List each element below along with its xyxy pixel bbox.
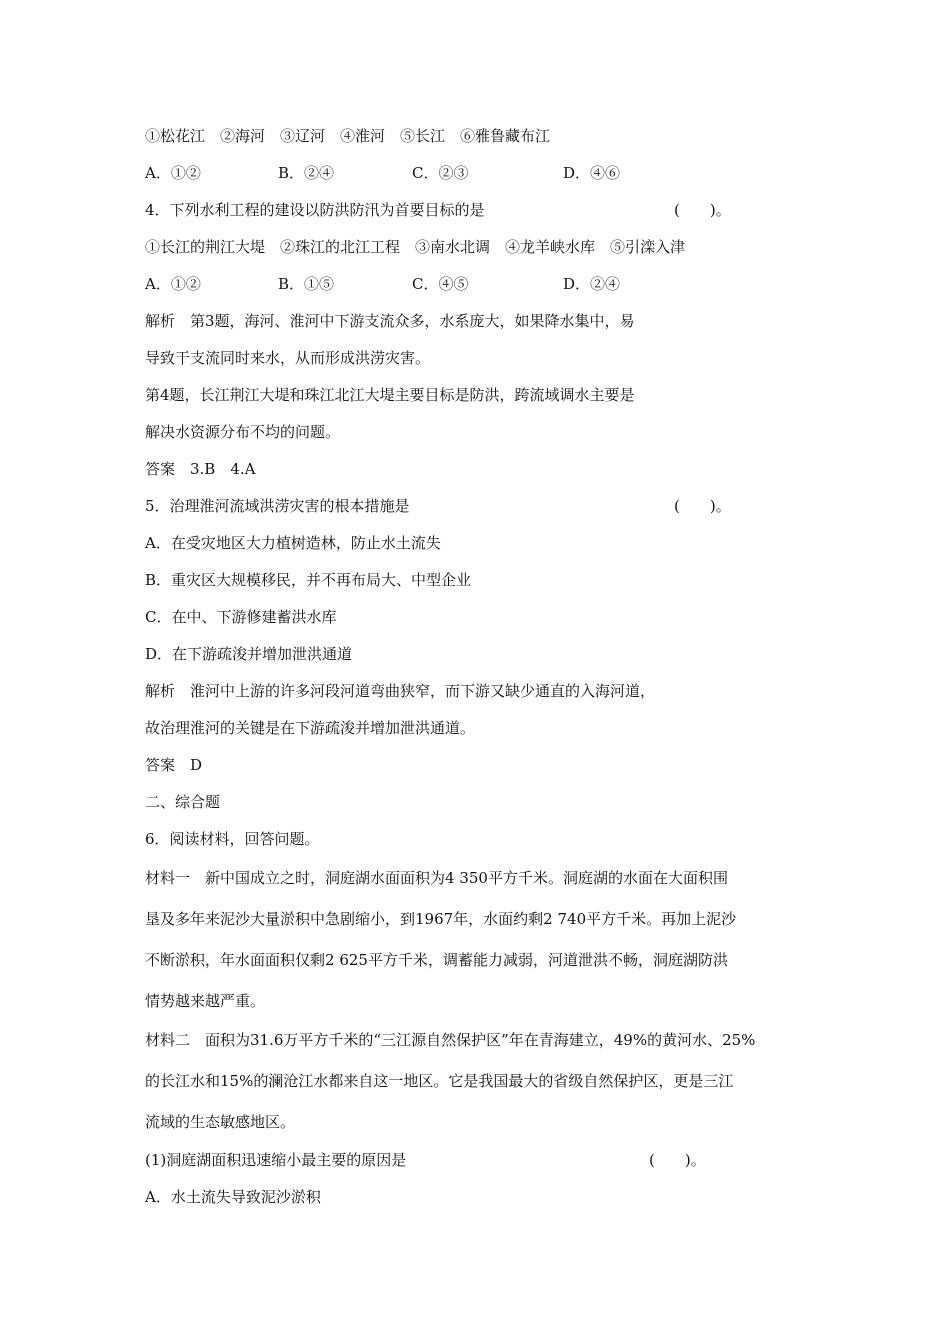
- analysis34-line4: 解决水资源分布不均的问题。: [145, 423, 341, 441]
- material1-line4: 情势越来越严重。: [145, 992, 266, 1010]
- q5-option-c: C．在中、下游修建蓄洪水库: [145, 608, 337, 626]
- q3-option-c: C．②③: [412, 164, 469, 182]
- q6-sub1-answer-paren: ( )。: [649, 1151, 706, 1169]
- material2-line2: 的长江水和15%的澜沧江水都来自这一地区。它是我国最大的省级自然保护区，更是三江: [145, 1072, 734, 1090]
- material1-line3: 不断淤积，年水面面积仅剩2 625平方千米，调蓄能力减弱，河道泄洪不畅，洞庭湖防洪: [145, 951, 728, 969]
- q5-answer-paren: ( )。: [674, 497, 731, 515]
- material2-line3: 流域的生态敏感地区。: [145, 1113, 296, 1131]
- q3-option-a: A．①②: [145, 164, 201, 182]
- material2-line1: 材料二 面积为31.6万平方千米的“三江源自然保护区”年在青海建立，49%的黄河水、25%: [145, 1031, 756, 1049]
- analysis34-line3: 第4题，长江荆江大堤和珠江北江大堤主要目标是防洪，跨流域调水主要是: [145, 386, 635, 404]
- material1-line2: 垦及多年来泥沙大量淤积中急剧缩小，到1967年，水面约剩2 740平方千米。再加上泥沙: [145, 910, 737, 928]
- q4-option-b: B．①⑤: [278, 275, 335, 293]
- answer5: 答案 D: [145, 756, 203, 774]
- section-heading: 二、综合题: [145, 793, 221, 811]
- q3-option-b: B．②④: [278, 164, 335, 182]
- material1-line1: 材料一 新中国成立之时，洞庭湖水面面积为4 350平方千米。洞庭湖的水面在大面积围: [145, 869, 728, 887]
- q4-items: ①长江的荆江大堤 ②珠江的北江工程 ③南水北调 ④龙羊峡水库 ⑤引滦入津: [145, 238, 686, 256]
- q4-stem: 4．下列水利工程的建设以防洪防汛为首要目标的是: [145, 201, 485, 219]
- q4-option-d: D．②④: [563, 275, 621, 293]
- analysis5-line2: 故治理淮河的关键是在下游疏浚并增加泄洪通道。: [145, 719, 476, 737]
- analysis5-line1: 解析 淮河中上游的许多河段河道弯曲狭窄，而下游又缺少通直的入海河道，: [145, 682, 656, 700]
- q6-sub1-option-a: A．水土流失导致泥沙淤积: [145, 1188, 321, 1206]
- q4-option-a: A．①②: [145, 275, 201, 293]
- answer34: 答案 3.B 4.A: [145, 460, 256, 478]
- analysis34-line2: 导致干支流同时来水，从而形成洪涝灾害。: [145, 349, 431, 367]
- q3-option-d: D．④⑥: [563, 164, 621, 182]
- q5-option-d: D．在下游疏浚并增加泄洪通道: [145, 645, 353, 663]
- q5-stem: 5．治理淮河流域洪涝灾害的根本措施是: [145, 497, 410, 515]
- analysis34-line1: 解析 第3题，海河、淮河中下游支流众多，水系庞大，如果降水集中，易: [145, 312, 635, 330]
- q6-sub1-stem: (1)洞庭湖面积迅速缩小最主要的原因是: [145, 1151, 407, 1169]
- q5-option-b: B．重灾区大规模移民，并不再布局大、中型企业: [145, 571, 472, 589]
- q5-option-a: A．在受灾地区大力植树造林，防止水土流失: [145, 534, 441, 552]
- q3-items: ①松花江 ②海河 ③辽河 ④淮河 ⑤长江 ⑥雅鲁藏布江: [145, 127, 551, 145]
- q6-stem: 6．阅读材料，回答问题。: [145, 830, 320, 848]
- q4-option-c: C．④⑤: [412, 275, 469, 293]
- q4-answer-paren: ( )。: [674, 201, 731, 219]
